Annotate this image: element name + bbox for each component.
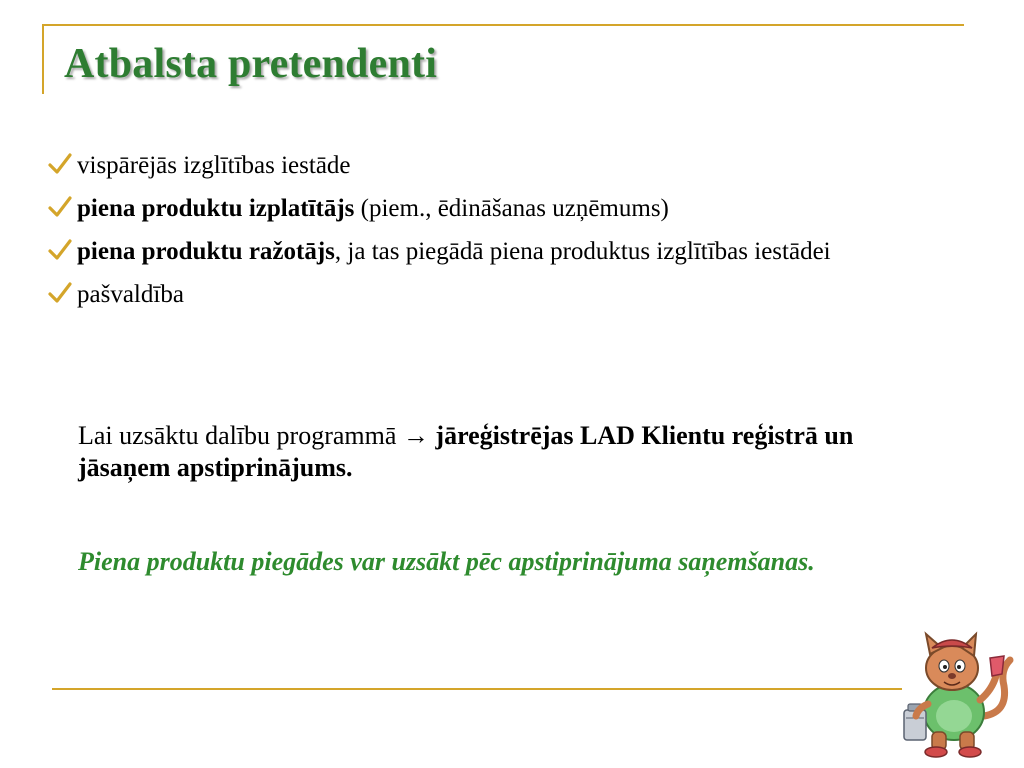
- registration-note-bold: jāreģistrējas LAD Klientu reģistrā un jāsaņem apstiprinājums.: [78, 421, 854, 482]
- check-icon: [48, 238, 72, 262]
- registration-note-plain: Lai uzsāktu dalību programmā →: [78, 421, 436, 450]
- bullet-item: [48, 236, 994, 267]
- bottom-accent-rule: [52, 688, 902, 690]
- bullet-item: [48, 193, 994, 224]
- check-icon: [48, 152, 72, 176]
- cat-mascot-illustration: [896, 620, 1016, 760]
- bullet-list: [48, 150, 994, 322]
- bullet-item: [48, 150, 994, 181]
- bullet-bold-text: piena produktu izplatītājs: [77, 195, 355, 222]
- bullet-text: (piem., ēdināšanas uzņēmums): [354, 195, 669, 222]
- top-accent-rule: [42, 24, 964, 26]
- bullet-bold-text: piena produktu ražotājs: [77, 238, 335, 265]
- slide-title: Atbalsta pretendenti: [64, 41, 438, 87]
- registration-note: [78, 420, 908, 484]
- left-accent-rule: [42, 24, 44, 94]
- check-icon: [48, 281, 72, 305]
- bullet-text: , ja tas piegādā piena produktus izglītības iestādei: [334, 238, 831, 265]
- check-icon: [48, 195, 72, 219]
- bullet-item: [48, 279, 994, 310]
- bullet-text: pašvaldība: [77, 281, 184, 308]
- bullet-text: vispārējās izglītības iestāde: [77, 152, 351, 179]
- green-note: Piena produktu piegādes var uzsākt pēc apstiprinājuma saņemšanas.: [78, 547, 815, 576]
